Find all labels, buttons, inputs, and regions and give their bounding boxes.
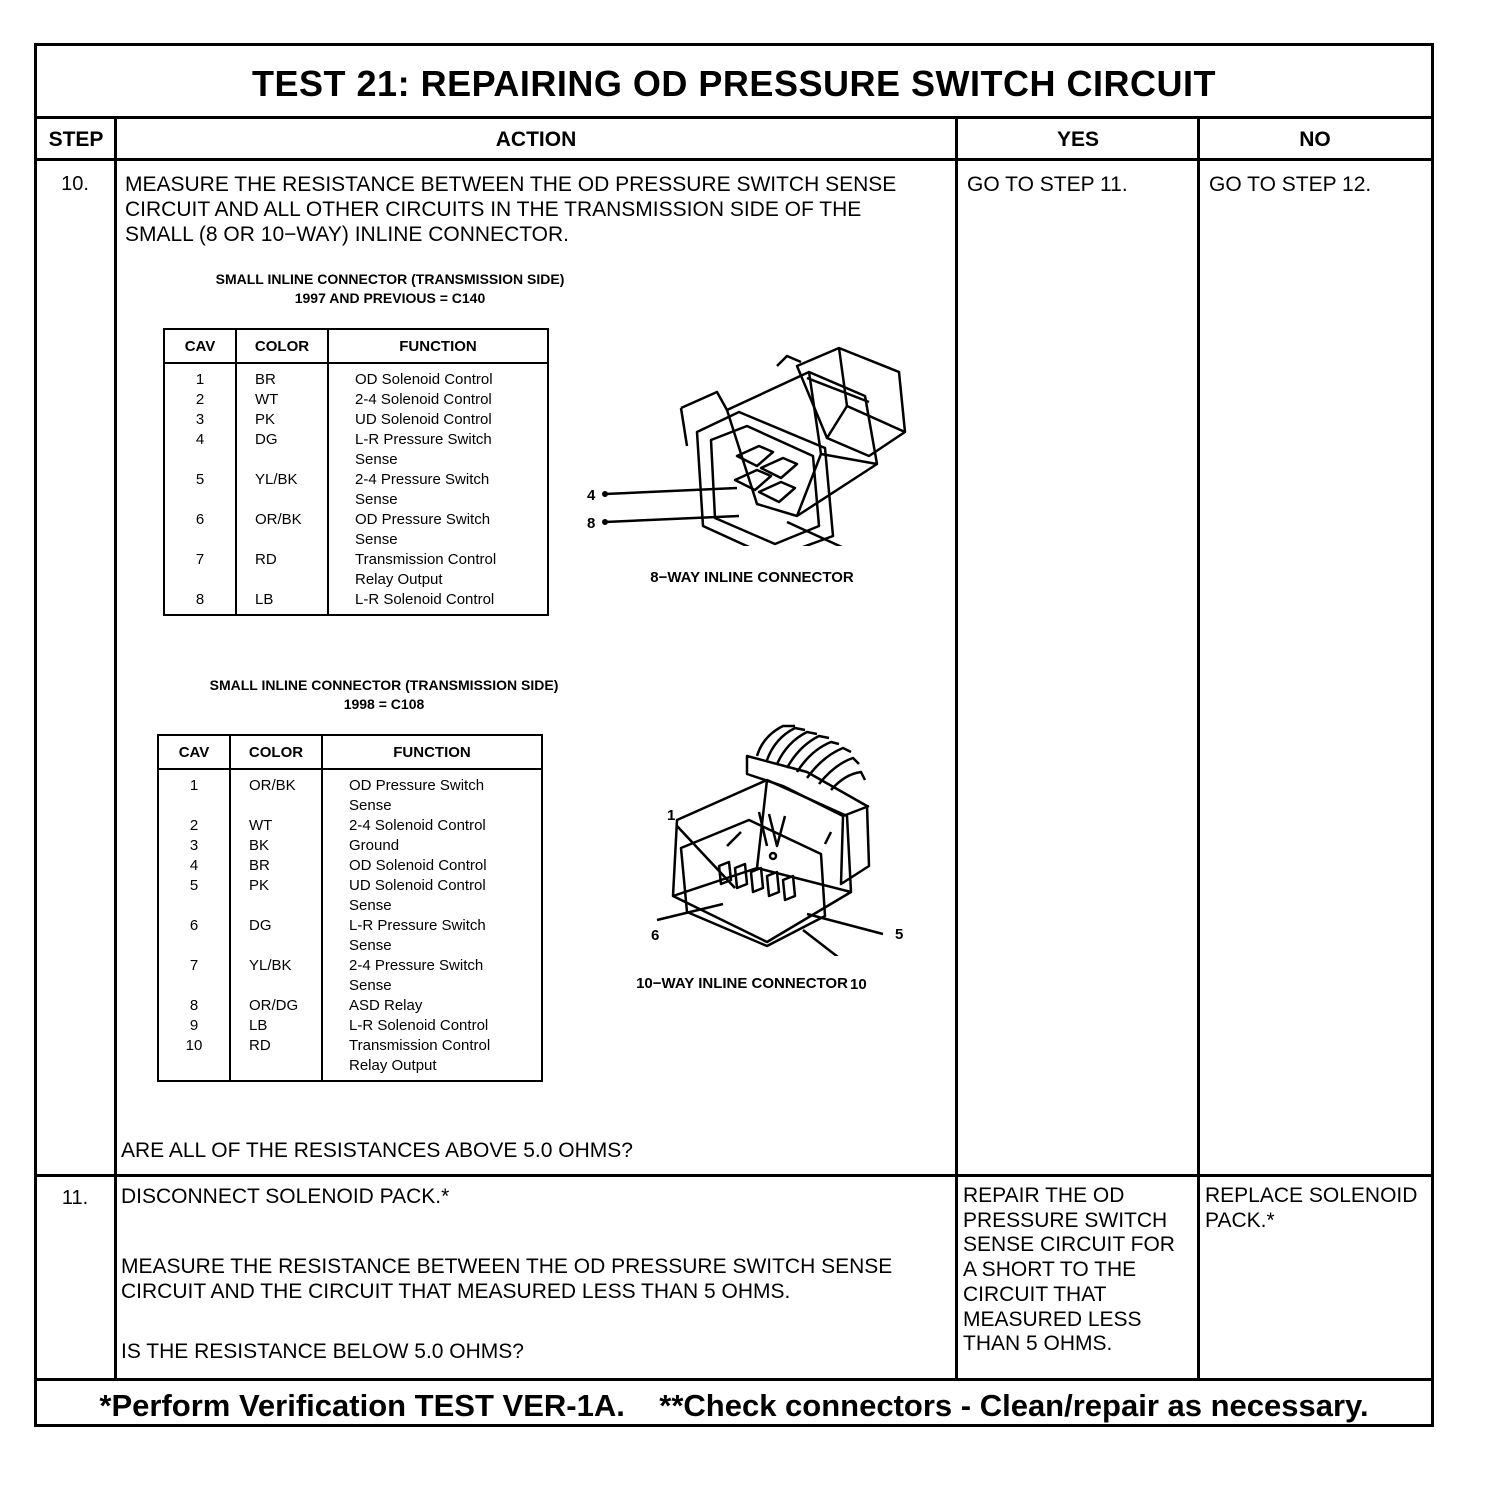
color-cell: RD: [236, 550, 328, 590]
cav-cell: 1: [164, 363, 236, 390]
cav-cell: 6: [158, 916, 230, 956]
function-text: Relay Output: [355, 571, 443, 588]
function-cell: [328, 470, 548, 510]
connector8-title-line1: SMALL INLINE CONNECTOR (TRANSMISSION SIDE): [215, 271, 565, 287]
procedure-table: [34, 43, 1434, 1427]
cav-cell: 4: [164, 430, 236, 470]
cav-cell: 1: [158, 769, 230, 816]
function-cell: [322, 876, 542, 916]
table-row: [164, 390, 548, 410]
cav-cell: 5: [158, 876, 230, 916]
callout-10-10way: 10: [850, 976, 867, 993]
connector10-pin-table: [157, 734, 543, 1082]
function-cell: [328, 410, 548, 430]
col-function: FUNCTION: [322, 735, 542, 769]
function-cell: [328, 363, 548, 390]
function-text: 2-4 Pressure Switch: [355, 471, 490, 488]
no-line: REPLACE SOLENOID: [1205, 1184, 1418, 1207]
color-cell: BK: [230, 836, 322, 856]
color-cell: DG: [230, 916, 322, 956]
color-cell: WT: [236, 390, 328, 410]
color-cell: PK: [236, 410, 328, 430]
function-text: L-R Pressure Switch: [355, 431, 492, 448]
function-cell: [322, 1036, 542, 1081]
function-text: OD Solenoid Control: [355, 371, 493, 388]
function-cell: [322, 996, 542, 1016]
color-cell: OR/BK: [230, 769, 322, 816]
step-11-question: IS THE RESISTANCE BELOW 5.0 OHMS?: [121, 1340, 524, 1363]
connector8-title-line2: 1997 AND PREVIOUS = C140: [294, 290, 486, 306]
function-text: ASD Relay: [349, 997, 423, 1014]
color-cell: YL/BK: [230, 956, 322, 996]
cav-cell: 7: [158, 956, 230, 996]
table-row: [164, 550, 548, 590]
function-cell: [322, 836, 542, 856]
color-cell: RD: [230, 1036, 322, 1081]
yes-line: CIRCUIT THAT: [963, 1282, 1107, 1306]
step-10-action-line: MEASURE THE RESISTANCE BETWEEN THE OD PRESSURE SWITCH SENSE: [125, 173, 897, 196]
column-divider: [1197, 119, 1200, 1381]
function-text: Sense: [349, 977, 392, 994]
table-row: [164, 470, 548, 510]
function-cell: [322, 769, 542, 816]
no-line: PACK.*: [1205, 1208, 1275, 1232]
table-row: [164, 510, 548, 550]
step-11-action-line: MEASURE THE RESISTANCE BETWEEN THE OD PRESSURE SWITCH SENSE: [121, 1255, 893, 1278]
function-text: 2-4 Solenoid Control: [349, 817, 486, 834]
callout-4: 4: [587, 487, 596, 504]
table-row: [158, 1016, 542, 1036]
color-cell: OR/BK: [236, 510, 328, 550]
yes-line: REPAIR THE OD: [963, 1184, 1125, 1207]
table-row: [158, 916, 542, 956]
cav-cell: 4: [158, 856, 230, 876]
function-text: Relay Output: [349, 1057, 437, 1074]
function-text: Sense: [349, 937, 392, 954]
function-text: Sense: [349, 797, 392, 814]
function-cell: [328, 390, 548, 410]
page-title: TEST 21: REPAIRING OD PRESSURE SWITCH CIRCUIT: [37, 46, 1431, 119]
step-10-question: ARE ALL OF THE RESISTANCES ABOVE 5.0 OHMS?: [121, 1139, 633, 1162]
yes-line: MEASURED LESS: [963, 1307, 1142, 1331]
function-text: UD Solenoid Control: [349, 877, 486, 894]
color-cell: BR: [236, 363, 328, 390]
yes-line: THAN 5 OHMS.: [963, 1332, 1113, 1356]
step-10-number: 10.: [61, 173, 89, 195]
row-divider: [37, 1174, 1431, 1177]
cav-cell: 8: [158, 996, 230, 1016]
step-11-no: [1205, 1184, 1417, 1233]
function-text: Ground: [349, 837, 400, 854]
function-cell: [328, 430, 548, 470]
cav-cell: 5: [164, 470, 236, 510]
table-row: [164, 363, 548, 390]
function-cell: [322, 1016, 542, 1036]
callout-1: 1: [667, 807, 676, 824]
table-row: [158, 956, 542, 996]
table-row: [164, 430, 548, 470]
function-text: 2-4 Solenoid Control: [355, 391, 492, 408]
function-text: L-R Solenoid Control: [349, 1017, 489, 1034]
connector10-title-line2: 1998 = C108: [343, 696, 425, 712]
col-cav: CAV: [158, 735, 230, 769]
connector8-illustration: [577, 336, 917, 546]
column-divider: [955, 119, 958, 1381]
function-cell: [322, 856, 542, 876]
color-cell: YL/BK: [236, 470, 328, 510]
yes-line: PRESSURE SWITCH: [963, 1208, 1168, 1232]
color-cell: OR/DG: [230, 996, 322, 1016]
cav-cell: 7: [164, 550, 236, 590]
function-cell: [322, 816, 542, 836]
color-cell: DG: [236, 430, 328, 470]
function-text: Transmission Control: [349, 1037, 491, 1054]
table-row: [158, 836, 542, 856]
step-10-no: GO TO STEP 12.: [1209, 173, 1372, 196]
yes-line: SENSE CIRCUIT FOR: [963, 1233, 1175, 1257]
connector8-pin-table: [163, 328, 549, 616]
connector8-title: [157, 270, 623, 308]
function-cell: [322, 956, 542, 996]
function-text: L-R Solenoid Control: [355, 591, 495, 608]
function-cell: [322, 916, 542, 956]
cav-cell: 6: [164, 510, 236, 550]
step-11-number: 11.: [61, 1187, 89, 1209]
col-cav: CAV: [164, 329, 236, 363]
function-text: Sense: [355, 491, 398, 508]
function-cell: [328, 510, 548, 550]
header-action: ACTION: [115, 119, 957, 161]
function-text: 2-4 Pressure Switch: [349, 957, 484, 974]
connector10-title-line1: SMALL INLINE CONNECTOR (TRANSMISSION SIDE): [209, 677, 559, 693]
step-10-action-line: CIRCUIT AND ALL OTHER CIRCUITS IN THE TRANSMISSION SIDE OF THE: [125, 198, 862, 221]
color-cell: LB: [230, 1016, 322, 1036]
color-cell: PK: [230, 876, 322, 916]
function-cell: [328, 590, 548, 615]
connector8-figure-label: 8−WAY INLINE CONNECTOR: [650, 569, 854, 586]
step-10-action-line: SMALL (8 OR 10−WAY) INLINE CONNECTOR.: [125, 223, 570, 246]
col-color: COLOR: [230, 735, 322, 769]
function-text: UD Solenoid Control: [355, 411, 492, 428]
callout-5-10way: 5: [895, 926, 904, 943]
footer-note: *Perform Verification TEST VER-1A. **Check connectors - Clean/repair as necessary.: [99, 1388, 1369, 1423]
callout-6: 6: [651, 927, 660, 944]
function-text: OD Pressure Switch: [355, 511, 491, 528]
table-row: [158, 769, 542, 816]
function-text: Transmission Control: [355, 551, 497, 568]
function-text: OD Solenoid Control: [349, 857, 487, 874]
cav-cell: 3: [158, 836, 230, 856]
table-row: [158, 876, 542, 916]
color-cell: BR: [230, 856, 322, 876]
callout-8: 8: [587, 515, 596, 532]
header-yes: YES: [957, 119, 1199, 161]
col-function: FUNCTION: [328, 329, 548, 363]
connector10-figure-label: 10−WAY INLINE CONNECTOR: [636, 975, 848, 992]
function-text: Sense: [355, 531, 398, 548]
cav-cell: 3: [164, 410, 236, 430]
color-cell: WT: [230, 816, 322, 836]
cav-cell: 10: [158, 1036, 230, 1081]
step-10-yes: GO TO STEP 11.: [967, 173, 1128, 196]
cav-cell: 9: [158, 1016, 230, 1036]
function-text: Sense: [349, 897, 392, 914]
header-no: NO: [1199, 119, 1431, 161]
function-text: Sense: [355, 451, 398, 468]
connector10-title: [151, 676, 617, 714]
yes-line: A SHORT TO THE: [963, 1258, 1137, 1282]
step-11-yes: [963, 1184, 1175, 1357]
col-color: COLOR: [236, 329, 328, 363]
function-cell: [328, 550, 548, 590]
column-divider: [114, 119, 117, 1381]
step-11-action-line: CIRCUIT AND THE CIRCUIT THAT MEASURED LESS THAN 5 OHMS.: [121, 1280, 791, 1303]
connector10-illustration: [607, 716, 887, 956]
cav-cell: 2: [164, 390, 236, 410]
function-text: L-R Pressure Switch: [349, 917, 486, 934]
cav-cell: 8: [164, 590, 236, 615]
header-step: STEP: [37, 119, 115, 161]
table-row: [158, 1036, 542, 1081]
table-row: [164, 410, 548, 430]
table-row: [158, 816, 542, 836]
step-11-action-line: DISCONNECT SOLENOID PACK.*: [121, 1185, 450, 1208]
function-text: OD Pressure Switch: [349, 777, 485, 794]
table-row: [158, 856, 542, 876]
table-row: [164, 590, 548, 615]
table-row: [158, 996, 542, 1016]
cav-cell: 2: [158, 816, 230, 836]
color-cell: LB: [236, 590, 328, 615]
